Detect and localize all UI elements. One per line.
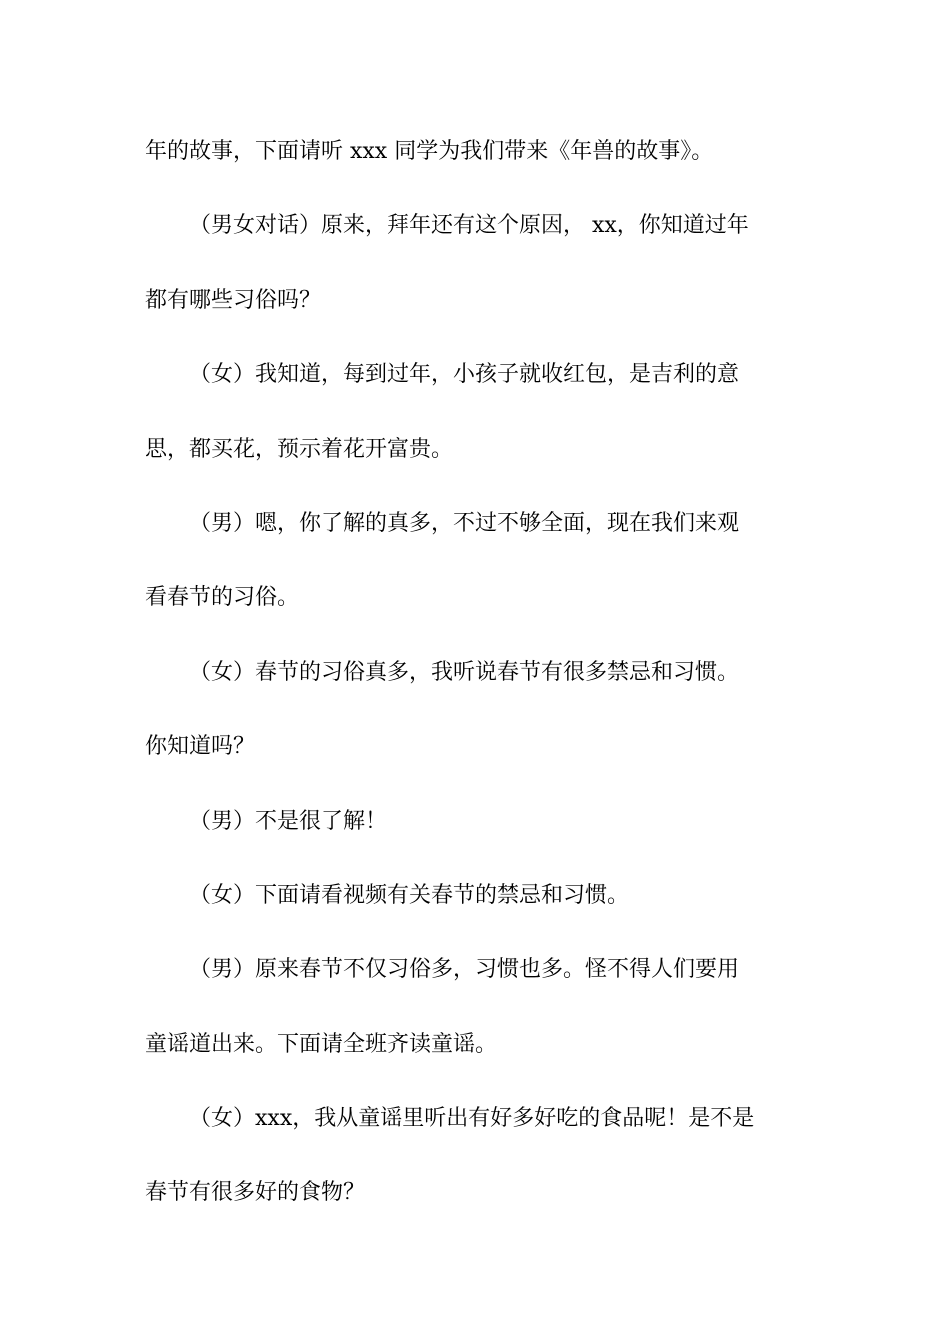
text-line: 童谣道出来。下面请全班齐读童谣。 [145,1031,498,1057]
document-body [145,128,810,1244]
text-line: （女）春节的习俗真多，我听说春节有很多禁忌和习惯。 [189,659,740,685]
text-line: 都有哪些习俗吗？ [145,287,322,313]
text-line: 思，都买花，预示着花开富贵。 [145,436,454,462]
text-line: （男）嗯，你了解的真多，不过不够全面，现在我们来观 [189,510,740,536]
text-line: （男女对话）原来，拜年还有这个原因， xx，你知道过年 [189,213,749,239]
text-line: 看春节的习俗。 [145,585,300,611]
text-line: 年的故事，下面请听 xxx 同学为我们带来《年兽的故事》。 [145,139,714,164]
text-line: （男）原来春节不仅习俗多，习惯也多。怪不得人们要用 [189,957,740,983]
text-line: （女）下面请看视频有关春节的禁忌和习惯。 [189,882,630,908]
text-line: 你知道吗？ [145,734,256,760]
text-line: 春节有很多好的食物？ [145,1180,366,1206]
text-line: （女）我知道，每到过年，小孩子就收红包，是吉利的意 [189,362,740,388]
text-line: （女）xxx，我从童谣里听出有好多好吃的食品呢！是不是 [189,1106,755,1132]
text-line: （男）不是很了解！ [189,808,388,834]
